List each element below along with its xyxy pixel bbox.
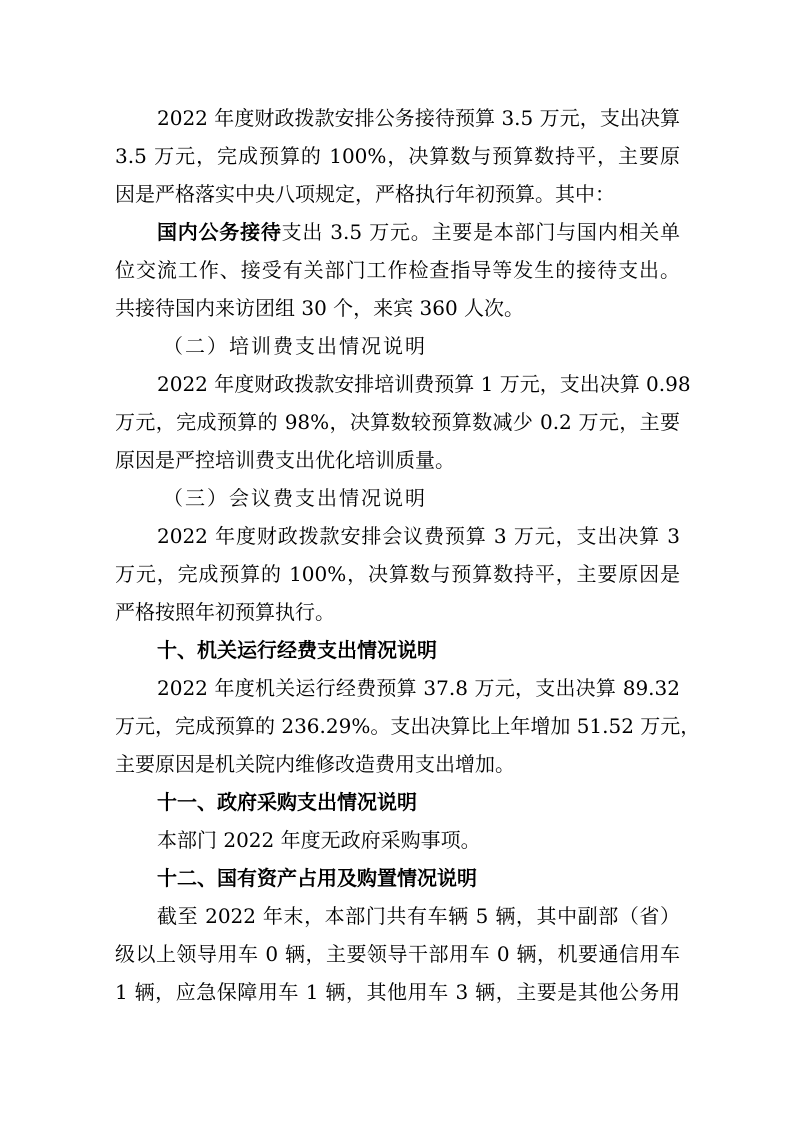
paragraph-domestic-line-3: 共接待国内来访团组 30 个，来宾 360 人次。	[115, 296, 525, 320]
paragraph-reception-line-2: 3.5 万元，完成预算的 100%，决算数与预算数持平，主要原	[115, 144, 680, 168]
paragraph-operating-line-1: 2022 年度机关运行经费预算 37.8 万元，支出决算 89.32	[157, 676, 680, 700]
paragraph-assets-line-2: 级以上领导用车 0 辆，主要领导干部用车 0 辆，机要通信用车	[115, 942, 680, 966]
paragraph-operating-line-3: 主要原因是机关院内维修改造费用支出增加。	[115, 752, 515, 776]
paragraph-operating-line-2: 万元，完成预算的 236.29%。支出决算比上年增加 51.52 万元，	[115, 714, 701, 738]
paragraph-meeting-line-1: 2022 年度财政拨款安排会议费预算 3 万元，支出决算 3	[157, 524, 680, 548]
paragraph-reception-line-3: 因是严格落实中央八项规定，严格执行年初预算。其中：	[115, 182, 615, 206]
paragraph-assets-line-3: 1 辆，应急保障用车 1 辆，其他用车 3 辆，主要是其他公务用	[115, 980, 680, 1004]
paragraph-reception-line-1: 2022 年度财政拨款安排公务接待预算 3.5 万元，支出决算	[157, 106, 680, 130]
heading-section-11: 十一、政府采购支出情况说明	[157, 790, 417, 814]
paragraph-meeting-line-3: 严格按照年初预算执行。	[115, 600, 335, 624]
heading-section-12: 十二、国有资产占用及购置情况说明	[157, 866, 477, 890]
heading-meeting: （三）会议费支出情况说明	[163, 486, 427, 510]
paragraph-training-line-3: 原因是严控培训费支出优化培训质量。	[115, 448, 455, 472]
heading-training: （二）培训费支出情况说明	[163, 334, 427, 358]
domestic-reception-label: 国内公务接待	[157, 220, 282, 244]
paragraph-procurement: 本部门 2022 年度无政府采购事项。	[157, 828, 481, 852]
paragraph-meeting-line-2: 万元，完成预算的 100%，决算数与预算数持平，主要原因是	[115, 562, 680, 586]
paragraph-training-line-2: 万元，完成预算的 98%，决算数较预算数减少 0.2 万元，主要	[115, 410, 680, 434]
paragraph-training-line-1: 2022 年度财政拨款安排培训费预算 1 万元，支出决算 0.98	[157, 372, 691, 396]
paragraph-domestic-line-2: 位交流工作、接受有关部门工作检查指导等发生的接待支出。	[115, 258, 680, 282]
paragraph-assets-line-1: 截至 2022 年末，本部门共有车辆 5 辆，其中副部（省）	[157, 904, 680, 928]
heading-section-10: 十、机关运行经费支出情况说明	[157, 638, 437, 662]
paragraph-domestic-line-1	[157, 218, 680, 246]
domestic-reception-text: 支出 3.5 万元。主要是本部门与国内相关单	[281, 220, 680, 244]
